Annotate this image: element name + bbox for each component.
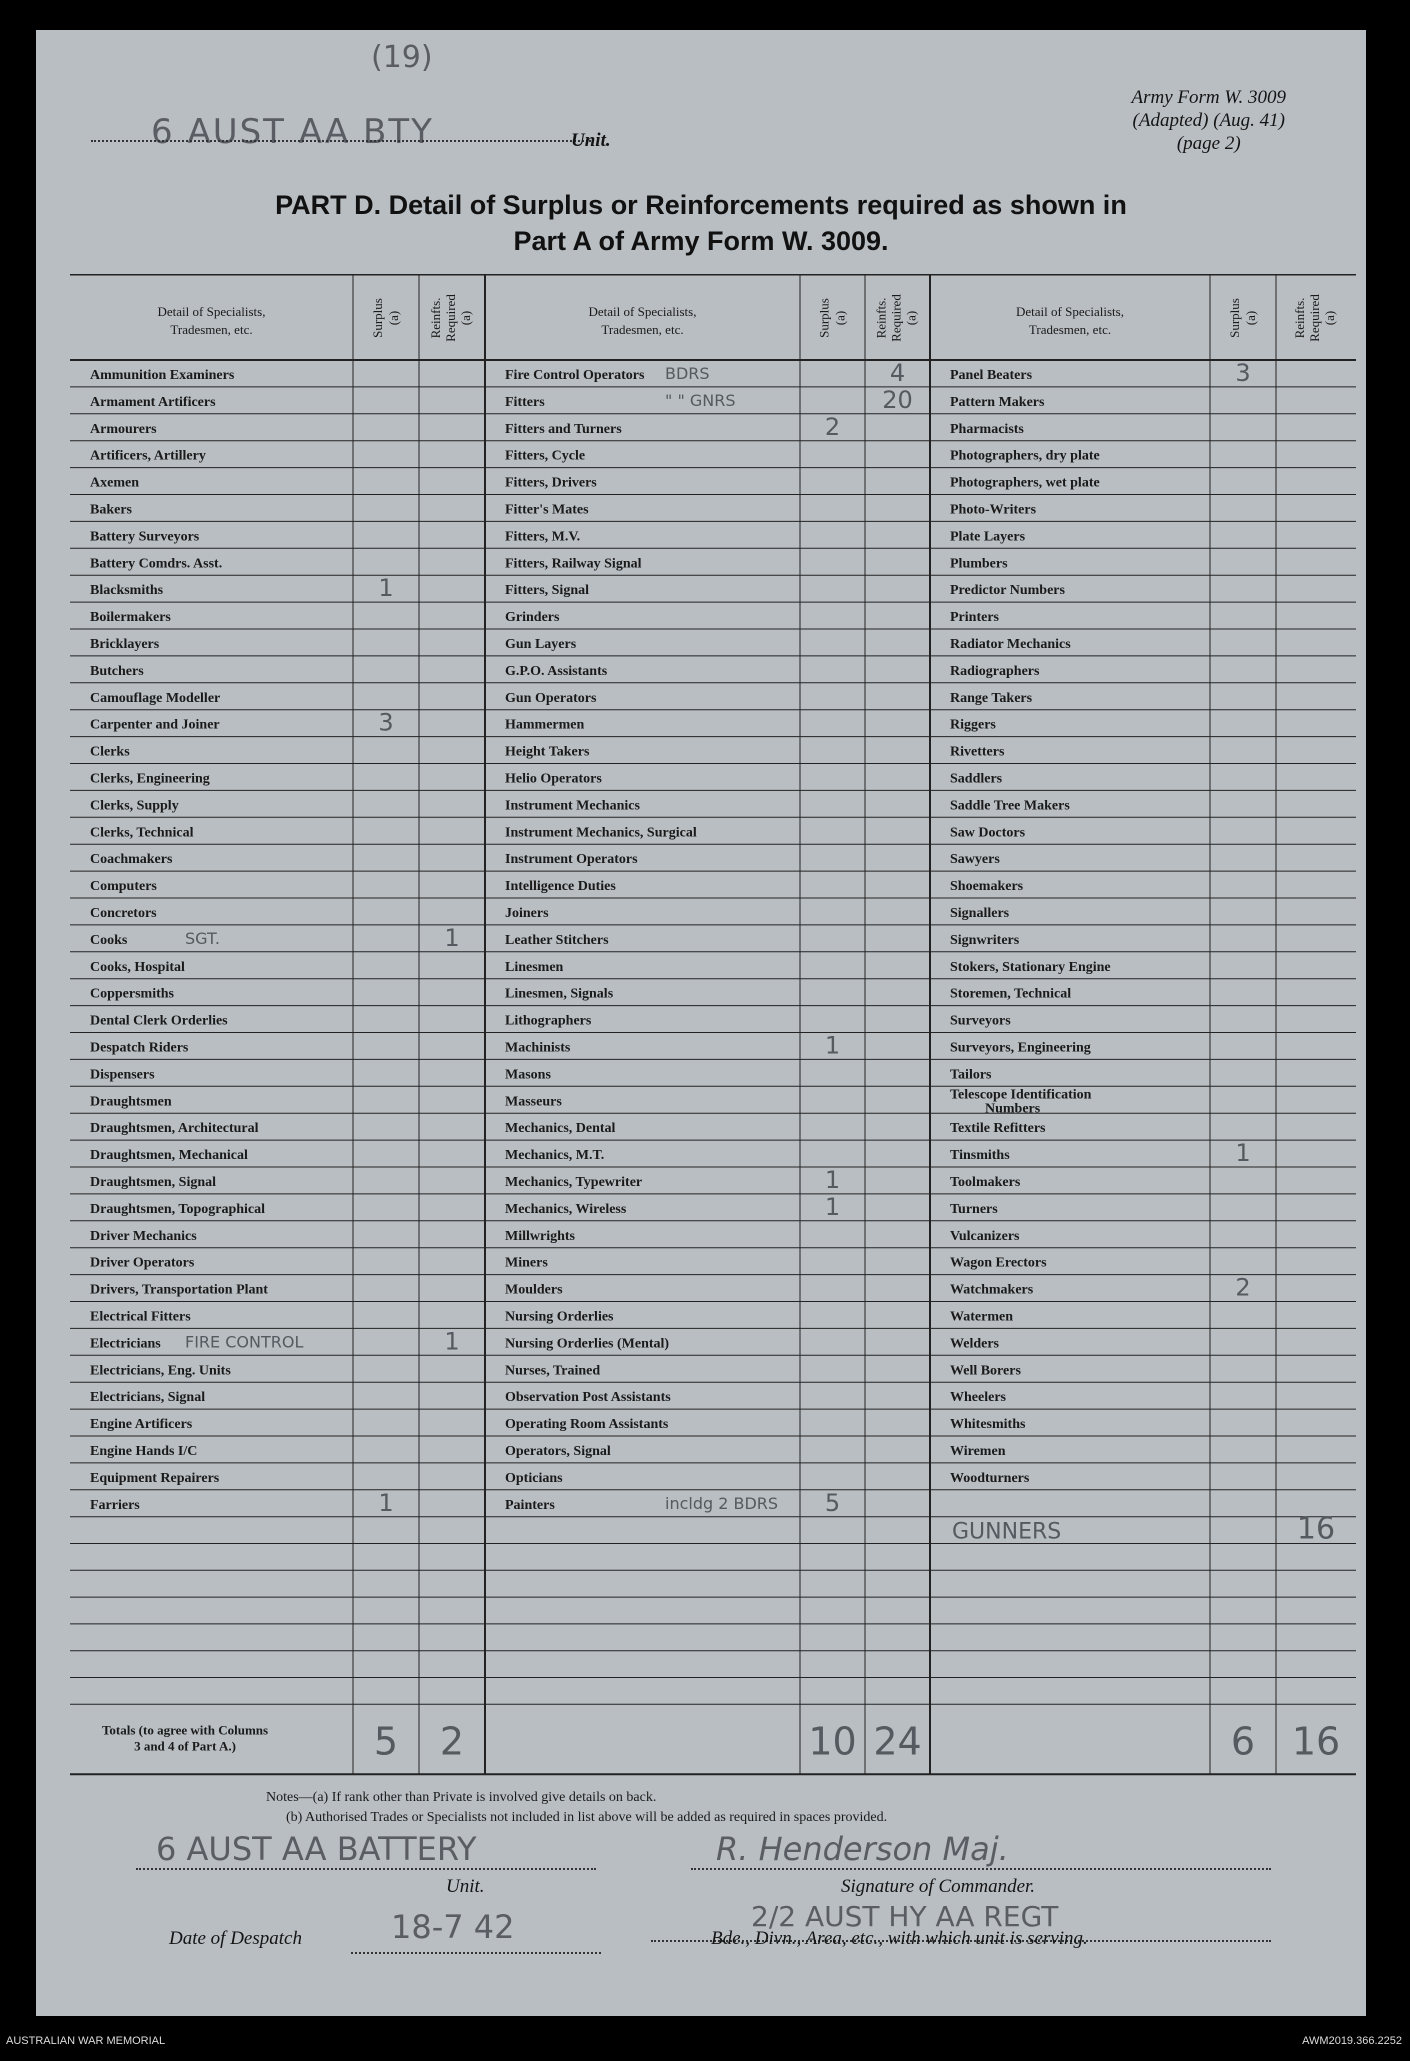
- specialist-label: Pattern Makers: [950, 394, 1045, 410]
- specialist-label: Fitters: [505, 394, 545, 410]
- totals-label: Totals (to agree with Columns: [101, 1722, 269, 1738]
- specialist-label: Height Takers: [505, 744, 590, 760]
- specialist-label: Instrument Mechanics, Surgical: [505, 825, 697, 841]
- specialist-label: Riggers: [950, 717, 996, 733]
- specialist-label: Hammermen: [505, 717, 585, 733]
- specialist-label: Electricians, Signal: [90, 1390, 206, 1406]
- specialist-label: Engine Artificers: [90, 1417, 193, 1433]
- signature-label: Signature of Commander.: [841, 1876, 1036, 1897]
- handwritten-note: BDRS: [665, 364, 710, 383]
- unit-label: Unit.: [571, 130, 611, 151]
- specialist-label: Fire Control Operators: [505, 368, 645, 383]
- specialist-label: Ammunition Examiners: [90, 368, 235, 383]
- specialist-label: Gun Layers: [505, 637, 577, 652]
- specialist-label: Wiremen: [950, 1444, 1006, 1459]
- total-surplus: 5: [373, 1719, 399, 1764]
- surplus-entry: 2: [1235, 1273, 1251, 1302]
- specialist-label: Fitters and Turners: [505, 421, 622, 437]
- specialist-label: Dispensers: [90, 1067, 155, 1083]
- specialist-label: Bakers: [90, 502, 132, 518]
- specialist-label: Mechanics, Typewriter: [505, 1175, 643, 1190]
- specialist-label: Armament Artificers: [90, 394, 216, 410]
- specialist-label: Shoemakers: [950, 879, 1024, 895]
- surplus-entry: 1: [824, 1031, 841, 1060]
- specialist-label: Wheelers: [950, 1390, 1006, 1406]
- handwritten-note: incldg 2 BDRS: [665, 1493, 779, 1513]
- extra-entry-label: GUNNERS: [952, 1519, 1062, 1545]
- form-reference: [1132, 86, 1286, 155]
- total-reinf: 2: [439, 1719, 465, 1764]
- specialist-label: Lithographers: [505, 1013, 592, 1029]
- specialist-label: Computers: [90, 879, 157, 895]
- surplus-entry: 1: [824, 1166, 841, 1194]
- column-header-surplus: Surplus: [816, 298, 832, 338]
- specialist-label: Photo-Writers: [950, 502, 1037, 518]
- totals-label: 3 and 4 of Part A.): [134, 1738, 236, 1754]
- handwritten-note: " " GNRS: [665, 390, 736, 410]
- column-header-surplus: (a): [832, 310, 848, 326]
- column-header-surplus: (a): [386, 310, 401, 326]
- extra-entry-reinf: 16: [1296, 1511, 1336, 1547]
- surplus-entry: 5: [824, 1488, 841, 1517]
- specialist-label: Watchmakers: [950, 1282, 1034, 1298]
- specialist-label: Battery Comdrs. Asst.: [90, 556, 223, 572]
- specialist-label: Radiator Mechanics: [950, 637, 1071, 652]
- specialist-label: Masseurs: [505, 1094, 562, 1110]
- specialist-label: Well Borers: [950, 1363, 1021, 1379]
- specialist-label: Gun Operators: [505, 690, 597, 706]
- column-header-reinf: (a): [458, 310, 473, 326]
- specialist-label: Sawyers: [950, 852, 1000, 868]
- reinf-entry: 4: [889, 359, 906, 387]
- surplus-entry: 1: [1235, 1139, 1251, 1168]
- specialist-label: Painters: [505, 1497, 555, 1513]
- specialist-label: Machinists: [505, 1040, 571, 1056]
- specialist-label: Axemen: [90, 475, 139, 491]
- specialist-label: Tinsmiths: [950, 1148, 1010, 1164]
- total-reinf: 24: [873, 1719, 922, 1764]
- specialist-label: Surveyors, Engineering: [950, 1040, 1091, 1056]
- column-header-surplus: (a): [1243, 310, 1258, 326]
- specialist-label: Surveyors: [950, 1013, 1011, 1029]
- handwritten-note: SGT.: [185, 928, 220, 948]
- column-header-reinf: (a): [903, 310, 919, 326]
- surplus-entry: 1: [824, 1192, 841, 1221]
- archive-credit-right: AWM2019.366.2252: [1302, 2035, 1402, 2047]
- specialist-label: Masons: [505, 1067, 551, 1083]
- specialist-label: Nurses, Trained: [505, 1363, 601, 1379]
- surplus-entry: 3: [1235, 359, 1251, 387]
- specialist-label: Butchers: [90, 663, 144, 679]
- specialist-label: Storemen, Technical: [950, 986, 1072, 1002]
- column-header-surplus: Surplus: [1227, 298, 1242, 338]
- handwritten-note: FIRE CONTROL: [185, 1332, 304, 1352]
- specialist-label: Telescope Identification: [950, 1087, 1092, 1103]
- specialist-label: Armourers: [90, 421, 157, 437]
- specialist-label: Bricklayers: [90, 637, 160, 652]
- specialist-label: Equipment Repairers: [90, 1470, 220, 1486]
- column-header-detail: Detail of Specialists,: [157, 304, 266, 319]
- specialist-label: Mechanics, Wireless: [505, 1201, 627, 1217]
- specialist-label: Intelligence Duties: [505, 879, 616, 895]
- column-header-surplus: Surplus: [370, 298, 385, 338]
- specialist-label: Clerks: [90, 744, 130, 760]
- specialist-label: Saw Doctors: [950, 825, 1026, 841]
- specialist-label: Draughtsmen: [90, 1094, 172, 1110]
- specialist-label: Pharmacists: [950, 421, 1024, 437]
- specialist-label: Artificers, Artillery: [90, 448, 206, 464]
- specialist-label: Driver Mechanics: [90, 1228, 197, 1244]
- date-line: [351, 1952, 601, 1954]
- specialist-label: Battery Surveyors: [90, 529, 200, 545]
- specialist-label: Linesmen, Signals: [505, 986, 614, 1002]
- specialist-label: Moulders: [505, 1282, 563, 1298]
- specialist-label: Photographers, wet plate: [950, 475, 1100, 491]
- specialist-label: Despatch Riders: [90, 1040, 189, 1056]
- unit-handwritten: 6 AUST AA BTY: [151, 112, 434, 152]
- specialist-label: Stokers, Stationary Engine: [950, 959, 1111, 975]
- column-header-reinf: Reinfts.: [873, 297, 889, 339]
- specialist-label: Miners: [505, 1255, 548, 1271]
- specialist-label: Electrical Fitters: [90, 1309, 191, 1325]
- archive-credit-left: AUSTRALIAN WAR MEMORIAL: [6, 2035, 166, 2047]
- specialist-label: Clerks, Supply: [90, 798, 179, 814]
- column-header-reinf: Required: [1307, 294, 1322, 342]
- form-subtitle: Part A of Army Form W. 3009.: [513, 226, 889, 256]
- specialist-label: Driver Operators: [90, 1255, 195, 1271]
- specialist-label: Saddlers: [950, 771, 1003, 787]
- specialist-label: Toolmakers: [950, 1175, 1021, 1190]
- specialist-label: Grinders: [505, 610, 560, 626]
- specialist-label: Linesmen: [505, 959, 564, 975]
- specialist-label: Vulcanizers: [950, 1228, 1020, 1244]
- specialist-label: Concretors: [90, 906, 157, 921]
- specialist-label: Numbers: [985, 1101, 1041, 1117]
- specialist-label: Mechanics, Dental: [505, 1121, 616, 1137]
- specialist-label: Plumbers: [950, 556, 1008, 572]
- specialist-label: Fitters, Drivers: [505, 475, 597, 491]
- form-ref-line: (Adapted) (Aug. 41): [1132, 110, 1285, 131]
- reinf-entry: 20: [882, 385, 913, 414]
- specialist-label: Signwriters: [950, 932, 1020, 948]
- specialist-label: Fitter's Mates: [505, 502, 589, 518]
- column-header-detail: Detail of Specialists,: [588, 304, 697, 319]
- column-header-reinf: Reinfts.: [428, 297, 443, 339]
- column-header-reinf: Reinfts.: [1292, 297, 1307, 339]
- form-page: [36, 30, 1366, 2016]
- specialist-label: Coachmakers: [90, 852, 173, 868]
- specialist-label: Operators, Signal: [505, 1444, 611, 1459]
- specialist-label: Drivers, Transportation Plant: [90, 1282, 268, 1298]
- date-handwritten: 18-7 42: [391, 1908, 515, 1946]
- specialist-label: Wagon Erectors: [950, 1255, 1047, 1271]
- specialist-label: Cooks: [90, 932, 128, 948]
- unit-line: [91, 140, 591, 142]
- date-label: Date of Despatch: [169, 1928, 302, 1949]
- total-reinf: 16: [1291, 1719, 1341, 1764]
- bde-label: Bde., Divn., Area, etc., with which unit is serving.: [711, 1928, 1088, 1949]
- specialist-label: Blacksmiths: [90, 583, 164, 599]
- footer-unit-line: [136, 1868, 596, 1870]
- specialist-label: Clerks, Technical: [90, 825, 194, 841]
- bde-handwritten: 2/2 AUST HY AA REGT: [751, 1900, 1059, 1933]
- specialist-label: Rivetters: [950, 744, 1005, 760]
- specialist-label: Panel Beaters: [950, 368, 1033, 383]
- signature-line: [691, 1868, 1271, 1870]
- specialist-label: Dental Clerk Orderlies: [90, 1013, 228, 1029]
- specialist-label: Operating Room Assistants: [505, 1417, 669, 1433]
- reinf-entry: 1: [444, 923, 460, 952]
- note-b: (b) Authorised Trades or Specialists not included in list above will be added as required in spaces provided.: [286, 1810, 888, 1825]
- specialist-label: Range Takers: [950, 690, 1033, 706]
- specialist-label: Fitters, Railway Signal: [505, 556, 642, 572]
- specialist-label: Fitters, Signal: [505, 583, 589, 599]
- footer-unit-label: Unit.: [446, 1876, 485, 1897]
- specialists-table: [70, 274, 1356, 1794]
- surplus-entry: 1: [378, 1488, 394, 1517]
- column-header-detail: Tradesmen, etc.: [1028, 322, 1112, 337]
- specialist-label: Electricians, Eng. Units: [90, 1363, 231, 1379]
- specialist-label: Boilermakers: [90, 610, 171, 626]
- total-surplus: 6: [1230, 1719, 1256, 1764]
- column-header-reinf: Required: [888, 294, 904, 342]
- form-ref-line: Army Form W. 3009: [1131, 87, 1286, 108]
- specialist-label: Welders: [950, 1336, 999, 1352]
- specialist-label: Carpenter and Joiner: [90, 717, 220, 733]
- reinf-entry: 1: [444, 1327, 460, 1356]
- specialist-label: Nursing Orderlies: [505, 1309, 614, 1325]
- form-title: PART D. Detail of Surplus or Reinforcements required as shown in: [275, 190, 1127, 220]
- specialist-label: Woodturners: [950, 1470, 1030, 1486]
- note-a: Notes—(a) If rank other than Private is involved give details on back.: [266, 1790, 657, 1805]
- specialist-label: Fitters, M.V.: [505, 529, 581, 545]
- specialist-label: Draughtsmen, Topographical: [90, 1201, 266, 1217]
- specialist-label: Mechanics, M.T.: [505, 1148, 605, 1164]
- surplus-entry: 1: [378, 574, 394, 603]
- page-number-mark: (19): [371, 40, 433, 75]
- specialist-label: Draughtsmen, Signal: [90, 1175, 217, 1190]
- specialist-label: Observation Post Assistants: [505, 1390, 671, 1406]
- column-header-detail: Detail of Specialists,: [1016, 304, 1124, 319]
- column-header-reinf: (a): [1322, 310, 1337, 326]
- specialist-label: Helio Operators: [505, 771, 602, 787]
- specialist-label: Electricians: [90, 1336, 161, 1352]
- specialist-label: Nursing Orderlies (Mental): [505, 1336, 670, 1352]
- specialist-label: Tailors: [950, 1067, 992, 1083]
- specialist-label: Whitesmiths: [950, 1417, 1026, 1433]
- specialist-label: Camouflage Modeller: [90, 690, 221, 706]
- footer-unit-handwritten: 6 AUST AA BATTERY: [156, 1830, 477, 1868]
- specialist-label: Printers: [950, 610, 999, 626]
- surplus-entry: 2: [824, 412, 841, 441]
- specialist-label: Cooks, Hospital: [90, 959, 185, 975]
- specialist-label: Fitters, Cycle: [505, 448, 586, 464]
- specialist-label: Instrument Mechanics: [505, 798, 640, 814]
- specialist-label: G.P.O. Assistants: [505, 663, 608, 679]
- specialist-label: Draughtsmen, Mechanical: [90, 1148, 248, 1164]
- specialist-label: Draughtsmen, Architectural: [90, 1121, 259, 1137]
- column-header-detail: Tradesmen, etc.: [601, 322, 684, 337]
- specialist-label: Textile Refitters: [950, 1121, 1046, 1137]
- specialist-label: Millwrights: [505, 1228, 575, 1244]
- form-ref-line: (page 2): [1176, 133, 1241, 154]
- specialist-label: Engine Hands I/C: [90, 1444, 198, 1459]
- specialist-label: Radiographers: [950, 663, 1040, 679]
- specialist-label: Plate Layers: [950, 529, 1026, 545]
- specialist-label: Joiners: [505, 906, 549, 921]
- specialist-label: Leather Stitchers: [505, 932, 609, 948]
- specialist-label: Instrument Operators: [505, 852, 638, 868]
- specialist-label: Farriers: [90, 1497, 140, 1513]
- specialist-label: Saddle Tree Makers: [950, 798, 1070, 814]
- specialist-label: Opticians: [505, 1470, 563, 1486]
- surplus-entry: 3: [378, 708, 394, 737]
- specialist-label: Coppersmiths: [90, 986, 175, 1002]
- specialist-label: Turners: [950, 1201, 998, 1217]
- total-surplus: 10: [808, 1719, 857, 1764]
- column-header-detail: Tradesmen, etc.: [170, 322, 253, 337]
- column-header-reinf: Required: [443, 294, 458, 342]
- specialist-label: Clerks, Engineering: [90, 771, 210, 787]
- specialist-label: Watermen: [950, 1309, 1013, 1325]
- commander-signature: R. Henderson Maj.: [716, 1830, 1009, 1868]
- specialist-label: Photographers, dry plate: [950, 448, 1100, 464]
- specialist-label: Signallers: [950, 906, 1010, 921]
- specialist-label: Predictor Numbers: [950, 583, 1065, 599]
